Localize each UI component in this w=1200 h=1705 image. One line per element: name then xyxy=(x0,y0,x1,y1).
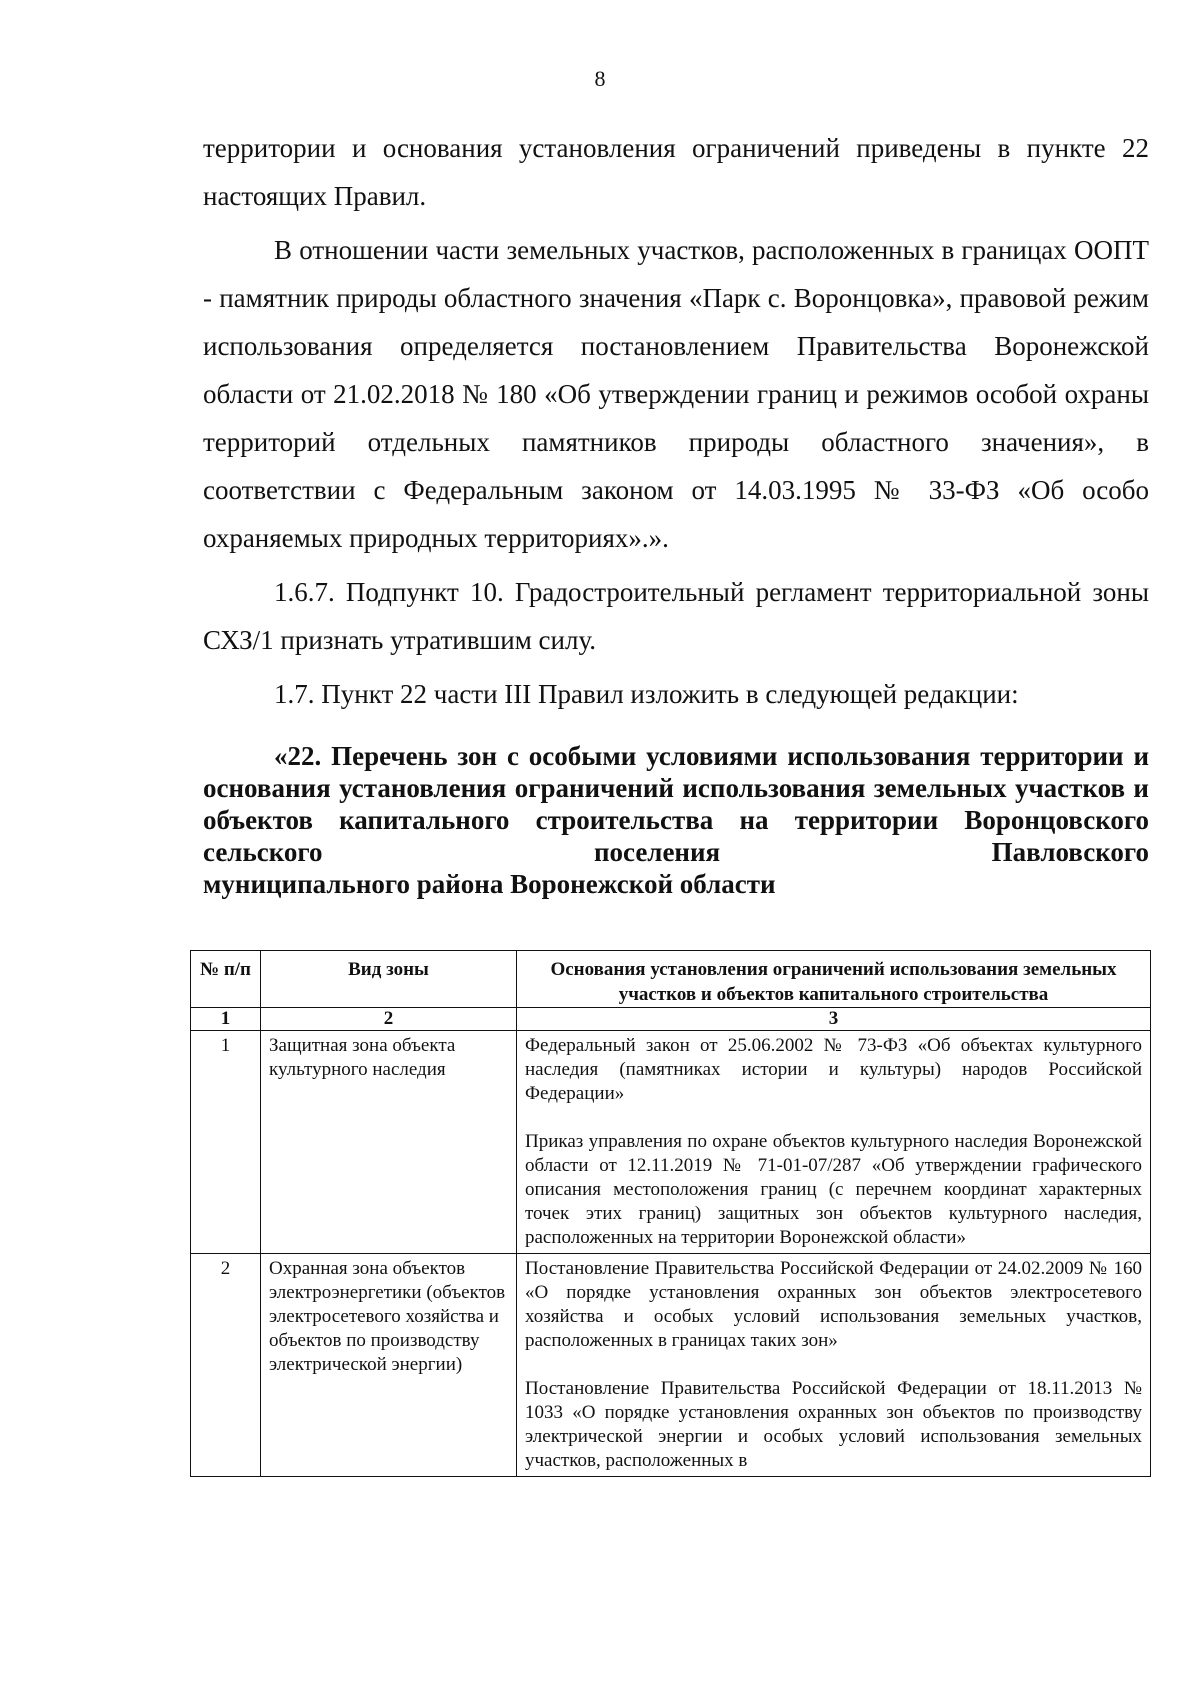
basis-text: Постановление Правительства Российской Федерации от 24.02.2009 № 160 «О порядке установления охранных зон объектов электросетевого хозяйства и особых условий использования земельных участков, расположенных в границах таких зон» xyxy=(525,1258,1142,1351)
paragraph: В отношении части земельных участков, расположенных в границах ООПТ - памятник природы областного значения «Парк с. Воронцовка», правовой режим использования определяется постановлением Правительства Воронежской области от 21.02.2018 № 180 «Об утверждении границ и режимов особой охраны территорий отдельных памятников природы областного значения», в соответствии с Федеральным законом от 14.03.1995 № 33-ФЗ «Об особо охраняемых природных территориях».». xyxy=(203,235,1149,553)
column-number: 1 xyxy=(191,1008,261,1031)
header-number: № п/п xyxy=(191,951,261,1008)
column-number-row xyxy=(191,1008,1151,1031)
table-header-row xyxy=(191,951,1151,1008)
basis-text: Приказ управления по охране объектов культурного наследия Воронежской области от 12.11.2019 № 71-01-07/287 «Об утверждении графического описания местоположения границ (с перечнем координат характерных точек этих границ) защитных зон объектов культурного наследия, расположенных на территории Воронежской области» xyxy=(525,1131,1142,1248)
paragraph: 1.7. Пункт 22 части III Правил изложить в следующей редакции: xyxy=(274,679,1019,709)
zones-table xyxy=(190,950,1151,1477)
paragraph: территории и основания установления ограничений приведены в пункте 22 настоящих Правил. xyxy=(203,133,1149,211)
row-number: 1 xyxy=(191,1031,261,1254)
paragraph: 1.6.7. Подпункт 10. Градостроительный регламент территориальной зоны СХЗ/1 признать утратившим силу. xyxy=(203,577,1149,655)
body-text xyxy=(203,124,1149,724)
row-number: 2 xyxy=(191,1254,261,1477)
basis-text: Федеральный закон от 25.06.2002 № 73-ФЗ «Об объектах культурного наследия (памятниках истории и культуры) народов Российской Федерации» xyxy=(525,1035,1142,1104)
table-row xyxy=(191,1254,1151,1477)
column-number: 2 xyxy=(261,1008,517,1031)
zone-type: Защитная зона объекта культурного наследия xyxy=(261,1031,517,1254)
zone-type: Охранная зона объектов электроэнергетики (объектов электросетевого хозяйства и объектов по производству электрической энергии) xyxy=(261,1254,517,1477)
column-number: 3 xyxy=(517,1008,1151,1031)
section-heading: «22. Перечень зон с особыми условиями использования территории и основания установления ограничений использования земельных участков и объектов капитального строительства на территории Воронцовского сельского поселения Павловского xyxy=(203,741,1149,867)
basis-cell xyxy=(517,1254,1151,1477)
section-heading-last-line: муниципального района Воронежской области xyxy=(203,869,776,899)
page-number: 8 xyxy=(594,66,606,91)
basis-text: Постановление Правительства Российской Федерации от 18.11.2013 № 1033 «О порядке установления охранных зон объектов по производству электрической энергии и особых условий использования земельных участков, расположенных в xyxy=(525,1378,1142,1471)
table-row xyxy=(191,1031,1151,1254)
header-basis: Основания установления ограничений использования земельных участков и объектов капитального строительства xyxy=(517,951,1151,1008)
basis-cell xyxy=(517,1031,1151,1254)
header-zone-type: Вид зоны xyxy=(261,951,517,1008)
